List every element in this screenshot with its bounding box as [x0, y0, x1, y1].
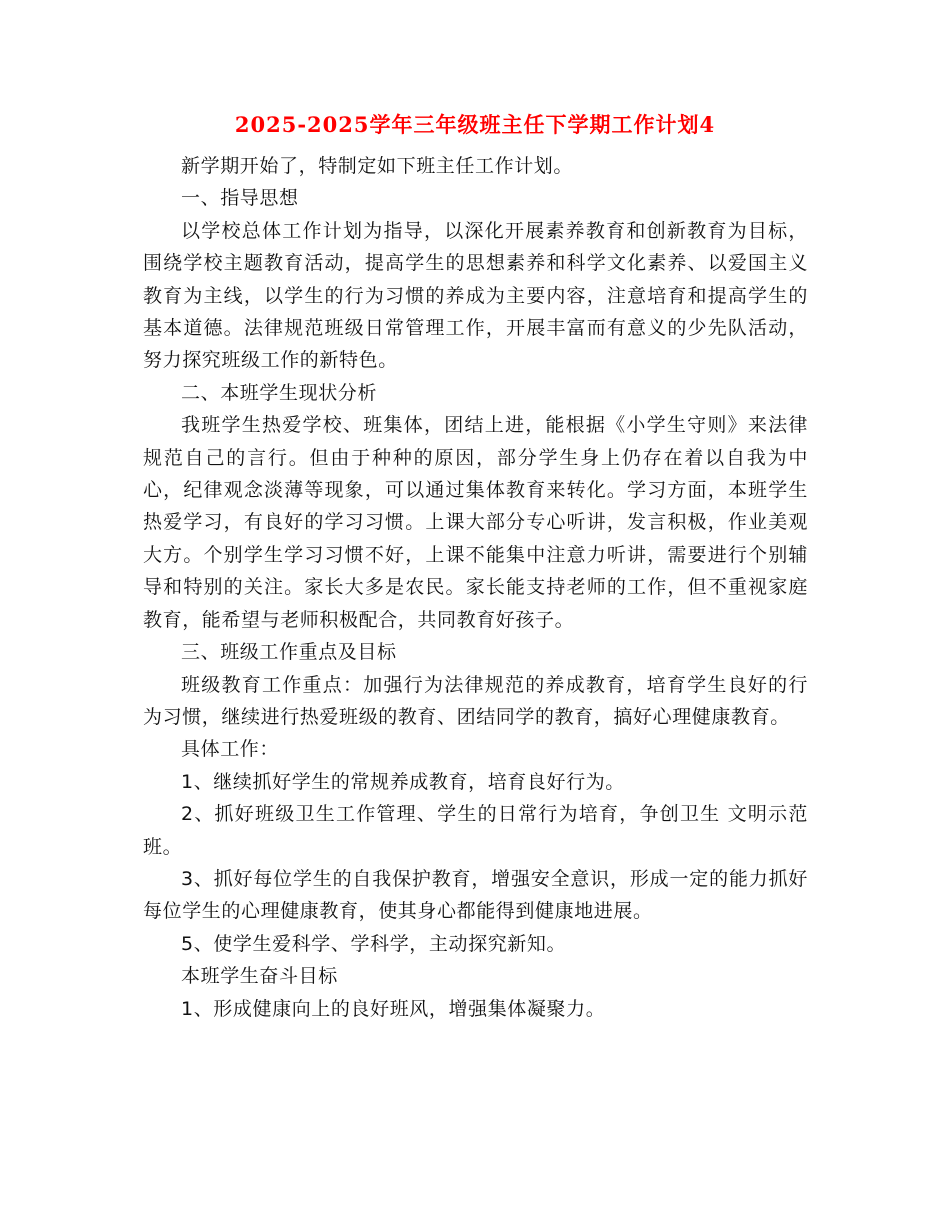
goal-item-1: 1、形成健康向上的良好班风，增强集体凝聚力。 — [181, 997, 606, 1020]
list-item-1: 1、继续抓好学生的常规养成教育，培育良好行为。 — [181, 770, 625, 793]
paragraph-class-status: 我班学生热爱学校、班集体，团结上进，能根据《小学生守则》来法律规范自己的言行。但由于种种的原因，部分学生身上仍存在着以自我为中心，纪律观念淡薄等现象，可以通过集体教育来转化。学习方面，本班学生热爱学习，有良好的学习习惯。上课大部分专心听讲，发言积极，作业美观大方。个别学生学习习惯不好，上课不能集中注意力听讲，需要进行个别辅导和特别的关注。家长大多是农民。家长能支持老师的工作，但不重视家庭教育，能希望与老师积极配合，共同教育好孩子。 — [143, 414, 808, 631]
section-heading-work-focus: 三、班级工作重点及目标 — [181, 641, 397, 664]
subheading-goals: 本班学生奋斗目标 — [181, 965, 338, 988]
list-item-5: 5、使学生爱科学、学科学，主动探究新知。 — [181, 932, 567, 955]
paragraph-work-focus: 班级教育工作重点：加强行为法律规范的养成教育，培育学生良好的行为习惯，继续进行热爱班级的教育、团结同学的教育，搞好心理健康教育。 — [143, 673, 808, 728]
list-item-3: 3、抓好每位学生的自我保护教育，增强安全意识，形成一定的能力抓好每位学生的心理健康教育，使其身心都能得到健康地进展。 — [143, 867, 808, 923]
document-title: 2025-2025学年三年级班主任下学期工作计划4 — [234, 112, 716, 137]
document-body — [143, 150, 808, 1025]
paragraph-intro: 新学期开始了，特制定如下班主任工作计划。 — [181, 155, 574, 177]
section-heading-class-status: 二、本班学生现状分析 — [181, 381, 378, 404]
subheading-specific-work: 具体工作： — [181, 738, 280, 761]
list-item-2: 2、抓好班级卫生工作管理、学生的日常行为培育，争创卫生 文明示范班。 — [143, 803, 808, 858]
paragraph-guiding-ideology: 以学校总体工作计划为指导，以深化开展素养教育和创新教育为目标，围绕学校主题教育活动，提高学生的思想素养和科学文化素养、以爱国主义教育为主线，以学生的行为习惯的养成为主要内容，注意培育和提高学生的基本道德。法律规范班级日常管理工作，开展丰富而有意义的少先队活动，努力探究班级工作的新特色。 — [143, 219, 808, 372]
section-heading-guiding-ideology: 一、指导思想 — [181, 187, 299, 210]
